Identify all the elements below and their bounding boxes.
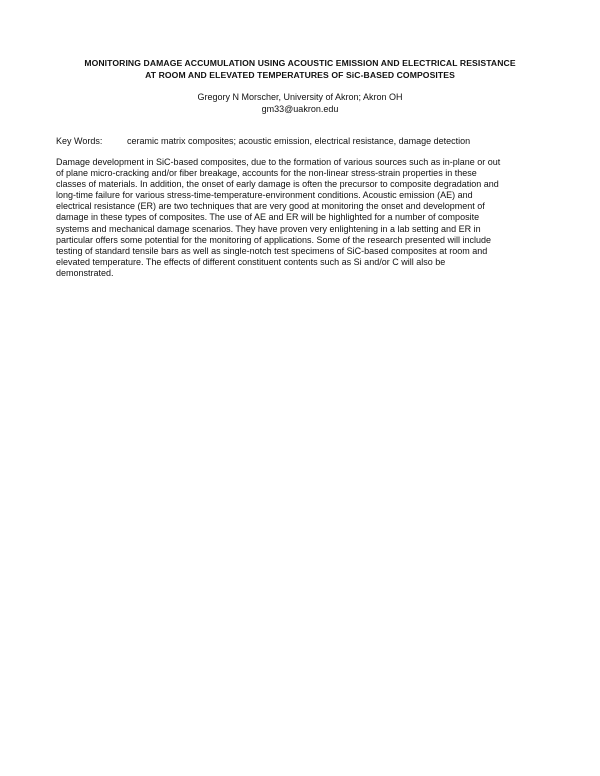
abstract-paragraph — [56, 157, 556, 279]
abstract-line: classes of materials. In addition, the onset of early damage is often the precursor to composite degradation and — [56, 179, 499, 190]
abstract-line: particular offers some potential for the monitoring of applications. Some of the research presented will include — [56, 234, 492, 245]
paper-title — [40, 57, 560, 81]
abstract-line: demonstrated. — [56, 267, 114, 278]
abstract-line: elevated temperature. The effects of different constituent contents such as Si and/or C will also be — [56, 256, 446, 267]
keywords-text: ceramic matrix composites; acoustic emission, electrical resistance, damage detection — [127, 136, 471, 146]
abstract-line: testing of standard tensile bars as well as single-notch test specimens of SiC-based composites at room and — [56, 245, 488, 256]
author-block — [40, 91, 560, 115]
abstract-line: long-time failure for various stress-time-temperature-environment conditions. Acoustic emission (AE) and — [56, 190, 473, 201]
abstract-line: systems and mechanical damage scenarios. They have proven very enlightening in a lab setting and ER in — [56, 223, 481, 234]
abstract-line: electrical resistance (ER) are two techniques that are very good at monitoring the onset and development of — [56, 201, 485, 212]
author-affiliation: Gregory N Morscher, University of Akron; Akron OH — [197, 92, 403, 102]
author-email: gm33@uakron.edu — [261, 104, 339, 114]
keywords-label: Key Words: — [56, 136, 103, 146]
abstract-line: of plane micro-cracking and/or fiber breakage, accounts for the non-linear stress-strain properties in these — [56, 168, 477, 179]
abstract-line: Damage development in SiC-based composites, due to the formation of various sources such as in-plane or out — [56, 157, 501, 167]
title-line-2: AT ROOM AND ELEVATED TEMPERATURES OF SiC-BASED COMPOSITES — [145, 70, 455, 80]
abstract-line: damage in these types of composites. The use of AE and ER will be highlighted for a number of composite — [56, 212, 480, 223]
keywords-line — [56, 135, 556, 147]
title-line-1: MONITORING DAMAGE ACCUMULATION USING ACOUSTIC EMISSION AND ELECTRICAL RESISTANCE — [84, 58, 516, 68]
